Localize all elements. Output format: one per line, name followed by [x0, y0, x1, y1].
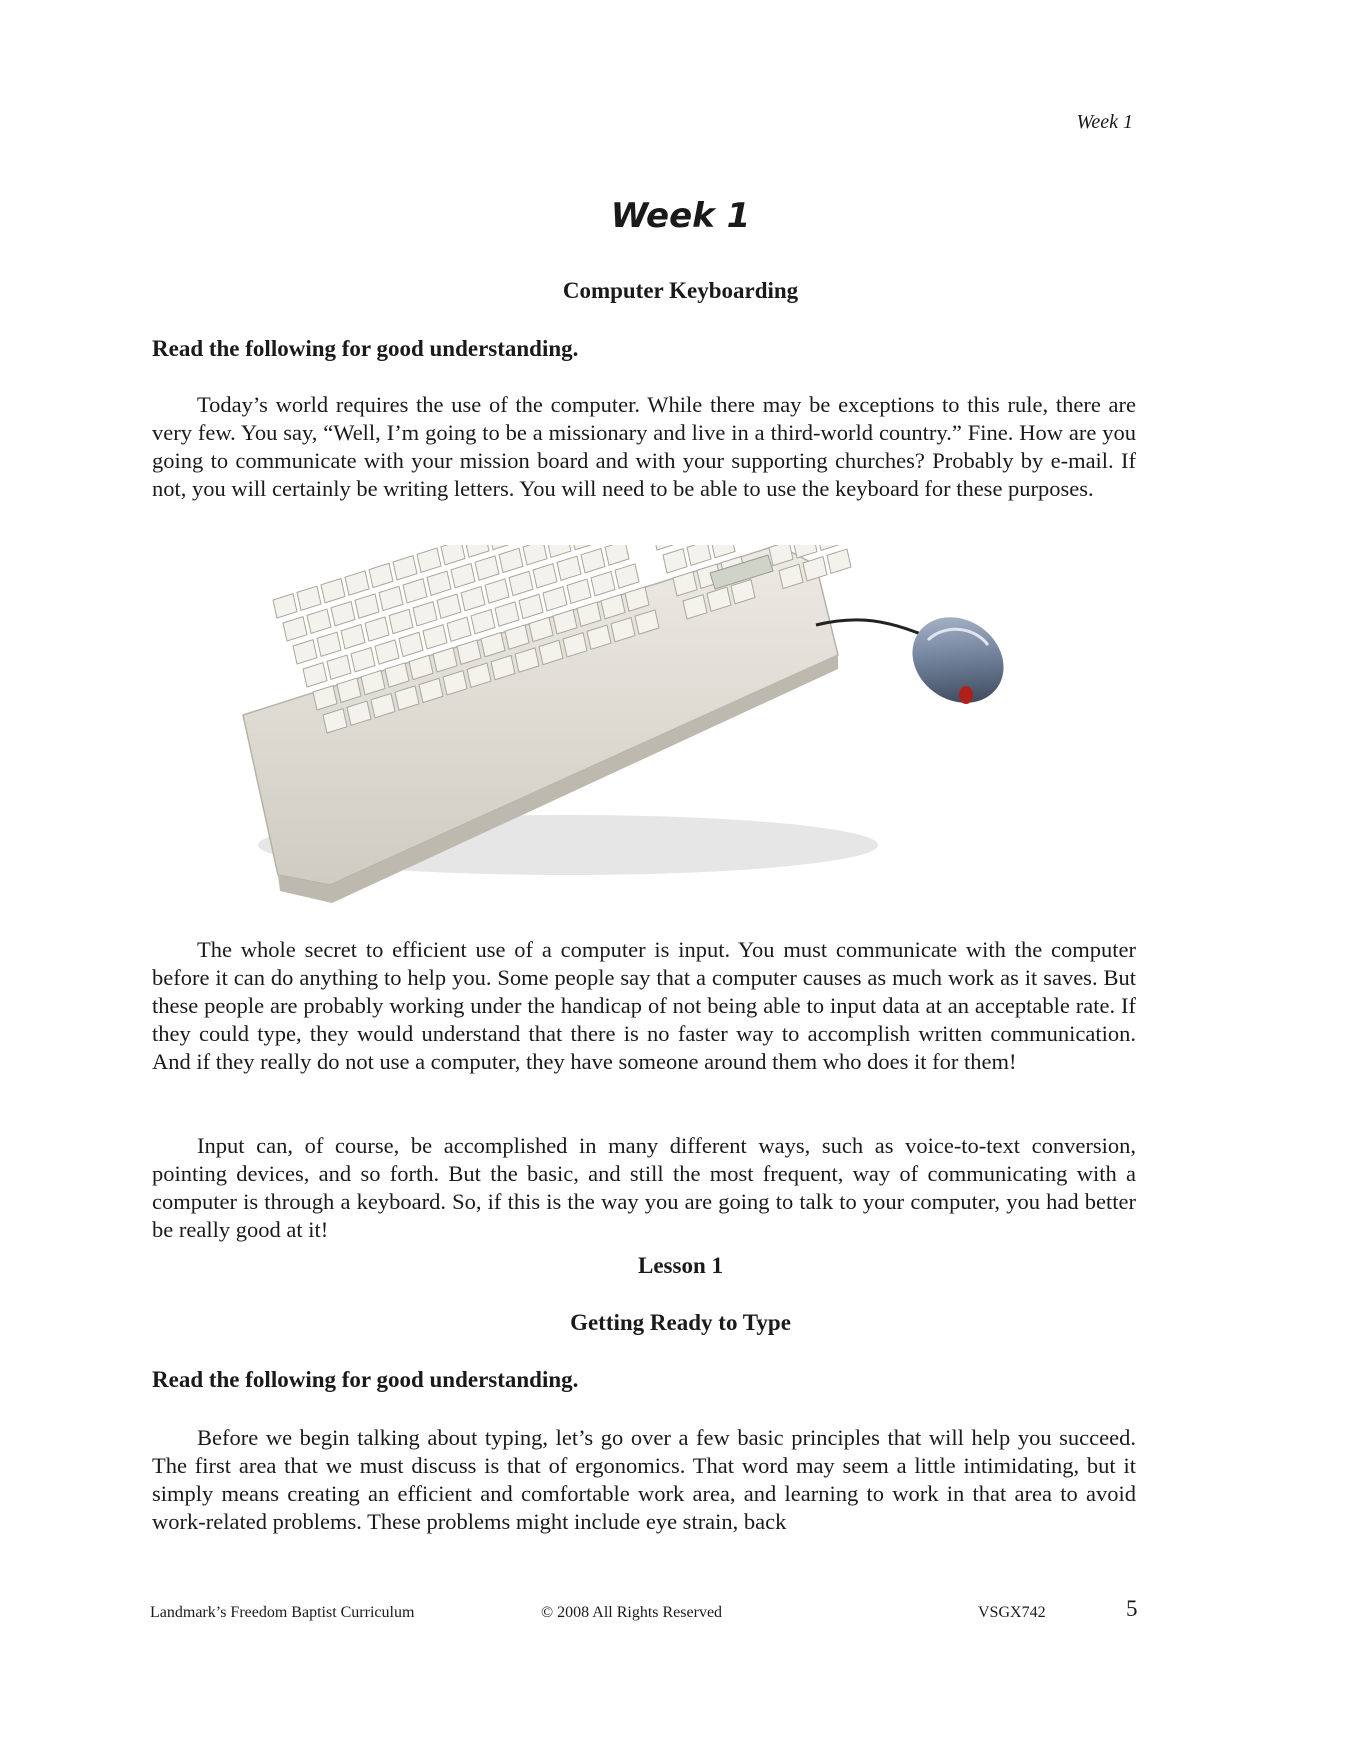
- body-paragraph: The whole secret to efficient use of a computer is input. You must communicate with the computer before it can do anything to help you. Some people say that a computer causes as much work as it saves. But these people are probably working under the handicap of not being able to input data at an acceptable rate. If they could type, they would understand that there is no faster way to accomplish written communication. And if they really do not use a computer, they have someone around them who does it for them!: [152, 937, 1136, 1074]
- keyboard-key: [827, 549, 851, 573]
- keyboard-key: [711, 545, 735, 558]
- keyboard-key: [297, 586, 321, 610]
- keyboard-key: [345, 571, 369, 595]
- running-head: Week 1: [1076, 111, 1133, 133]
- keyboard-key: [417, 548, 441, 572]
- keyboard-key: [817, 545, 841, 550]
- keyboard-key: [399, 632, 423, 656]
- keyboard-key: [687, 545, 711, 565]
- keyboard-key: [475, 556, 499, 580]
- keyboard-key: [509, 571, 533, 595]
- keyboard-key: [273, 594, 297, 618]
- keyboard-key: [447, 617, 471, 641]
- footer-curriculum: Landmark’s Freedom Baptist Curriculum: [150, 1604, 415, 1621]
- footer-code: VSGX742: [978, 1604, 1046, 1621]
- keyboard-key: [793, 545, 817, 558]
- lesson-label: Lesson 1: [638, 1253, 723, 1278]
- keyboard-key: [331, 601, 355, 625]
- instruction-heading: Read the following for good understanding.: [152, 1367, 579, 1392]
- footer-copyright: © 2008 All Rights Reserved: [541, 1604, 723, 1621]
- page-number: 5: [1126, 1596, 1138, 1621]
- keyboard-key: [523, 545, 547, 565]
- keyboard-key: [379, 586, 403, 610]
- page-title: Week 1: [610, 196, 751, 236]
- keyboard-key: [591, 571, 615, 595]
- mouse: [896, 600, 1021, 721]
- keyboard-key: [581, 548, 605, 572]
- keyboard-key: [567, 579, 591, 603]
- keyboard-key: [485, 579, 509, 603]
- keyboard-key: [283, 617, 307, 641]
- keyboard-key: [303, 663, 327, 687]
- keyboard-key: [663, 549, 687, 573]
- keyboard-key: [403, 579, 427, 603]
- keyboard-and-mouse-photo: [238, 545, 1068, 940]
- keyboard-key: [653, 545, 677, 550]
- keyboard-key: [465, 545, 489, 557]
- keyboard-key: [423, 625, 447, 649]
- keyboard-key: [451, 563, 475, 587]
- keyboard-key: [327, 655, 351, 679]
- section-heading: Computer Keyboarding: [562, 278, 799, 303]
- keyboard-key: [393, 556, 417, 580]
- keyboard-key: [355, 594, 379, 618]
- keyboard-key: [369, 563, 393, 587]
- keyboard-key: [437, 594, 461, 618]
- instruction-heading: Read the following for good understanding.: [152, 336, 579, 361]
- keyboard-key: [571, 545, 595, 550]
- intro-paragraph: Today’s world requires the use of the computer. While there may be exceptions to this rule, there are very few. You say, “Well, I’m going to be a missionary and live in a third-world country.” Fine. How are you going to communicate with your mission board and with your supporting churches? Probably by e-mail. If not, you will certainly be writing letters. You will need to be able to use the keyboard for these purposes.: [152, 392, 1136, 501]
- body-paragraph: Input can, of course, be accomplished in many different ways, such as voice-to-text conversion, pointing devices, and so forth. But the basic, and still the most frequent, way of communicating with a computer is through a keyboard. So, if this is the way you are going to talk to your computer, you had better be really good at it!: [152, 1133, 1136, 1242]
- lesson-heading: Getting Ready to Type: [570, 1310, 791, 1335]
- keyboard-key: [293, 640, 317, 664]
- keyboard-key: [441, 545, 465, 565]
- mouse-light: [959, 686, 973, 704]
- keyboard-key: [461, 586, 485, 610]
- keyboard-key: [321, 578, 345, 602]
- keyboard-key: [471, 609, 495, 633]
- lesson-paragraph: Before we begin talking about typing, let’s go over a few basic principles that will help you succeed. The first area that we must discuss is that of ergonomics. That word may seem a little intimidating, but it simply means creating an efficient and comfortable work area, and learning to work in that area to avoid work-related problems. These problems might include eye strain, back: [152, 1425, 1136, 1534]
- keyboard-key: [427, 571, 451, 595]
- keyboard-key: [615, 564, 639, 588]
- keyboard-key: [519, 594, 543, 618]
- keyboard-key: [495, 602, 519, 626]
- keyboard-key: [543, 587, 567, 611]
- keyboard-key: [365, 617, 389, 641]
- keyboard-key: [533, 564, 557, 588]
- keyboard-key: [557, 556, 581, 580]
- keyboard-key: [307, 609, 331, 633]
- keyboard-key: [605, 545, 629, 565]
- keyboard-key: [389, 609, 413, 633]
- keyboard-key: [413, 602, 437, 626]
- keyboard-key: [375, 640, 399, 664]
- keyboard-key: [341, 624, 365, 648]
- keyboard-key: [547, 545, 571, 557]
- keyboard-key: [317, 632, 341, 656]
- keyboard-key: [351, 647, 375, 671]
- keyboard-key: [499, 548, 523, 572]
- keyboard-key: [489, 545, 513, 550]
